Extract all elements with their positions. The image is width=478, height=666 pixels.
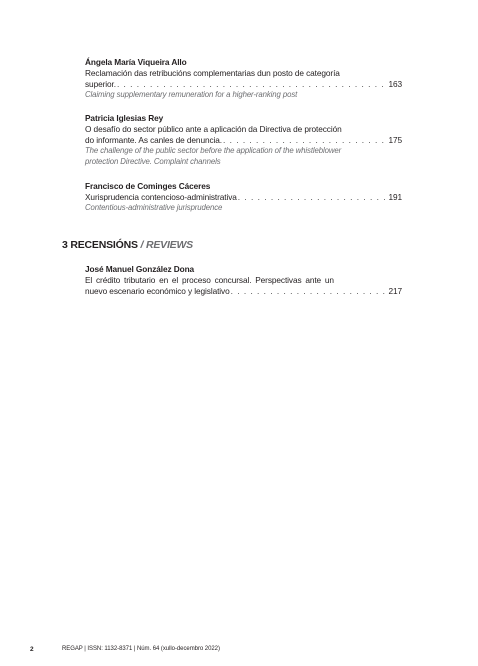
entry-title-leader xyxy=(85,79,402,90)
page-number: 2 xyxy=(30,646,34,653)
entry-page-number: 175 xyxy=(388,135,402,145)
entry-title-leader xyxy=(85,286,402,297)
entry-english-title: protection Directive. Complaint channels xyxy=(85,156,221,166)
section-title: 3 RECENSIÓNS xyxy=(62,239,138,251)
entry-title-line: O desafío do sector público ante a aplicación da Directiva de protección xyxy=(85,124,342,134)
entry-author: Patricia Iglesias Rey xyxy=(85,113,164,123)
entry-title-line: El crédito tributario en el proceso concursal. Perspectivas ante un xyxy=(85,275,334,285)
entry-author: José Manuel González Dona xyxy=(85,264,195,274)
section-heading xyxy=(62,239,193,251)
entry-author: Ángela María Viqueira Allo xyxy=(85,57,187,67)
section-english-title: / REVIEWS xyxy=(140,239,193,251)
toc-entry xyxy=(85,57,402,101)
entry-english-title: Contentious-administrative jurisprudence xyxy=(85,203,223,212)
entry-english-title: Claiming supplementary remuneration for a higher-ranking post xyxy=(85,90,298,99)
entry-title-last: superior. xyxy=(85,79,116,89)
entry-title-leader xyxy=(85,192,402,203)
dot-leader xyxy=(231,286,388,297)
entry-page-number: 163 xyxy=(388,79,402,89)
entry-title-last: nuevo escenario económico y legislativo xyxy=(85,286,230,296)
entry-author: Francisco de Cominges Cáceres xyxy=(85,181,211,191)
toc-entry xyxy=(85,181,402,214)
dot-leader xyxy=(238,192,388,203)
dot-leader xyxy=(117,79,388,90)
entry-title-leader xyxy=(85,135,402,146)
entry-title-line: Reclamación das retribucións complementarias dun posto de categoría xyxy=(85,68,340,78)
entry-english-title: The challenge of the public sector before the application of the whistleblower xyxy=(85,146,342,155)
entry-title-last: Xurisprudencia contencioso-administrativa xyxy=(85,192,237,202)
dot-leader xyxy=(223,135,387,146)
toc-entry-review xyxy=(85,264,402,297)
toc-entry xyxy=(85,113,402,167)
entry-title-last: do informante. As canles de denuncia. xyxy=(85,135,222,145)
journal-footer: REGAP | ISSN: 1132-8371 | Núm. 64 (xullo-decembro 2022) xyxy=(62,646,220,652)
entry-page-number: 191 xyxy=(388,192,402,202)
entry-page-number: 217 xyxy=(388,286,402,296)
